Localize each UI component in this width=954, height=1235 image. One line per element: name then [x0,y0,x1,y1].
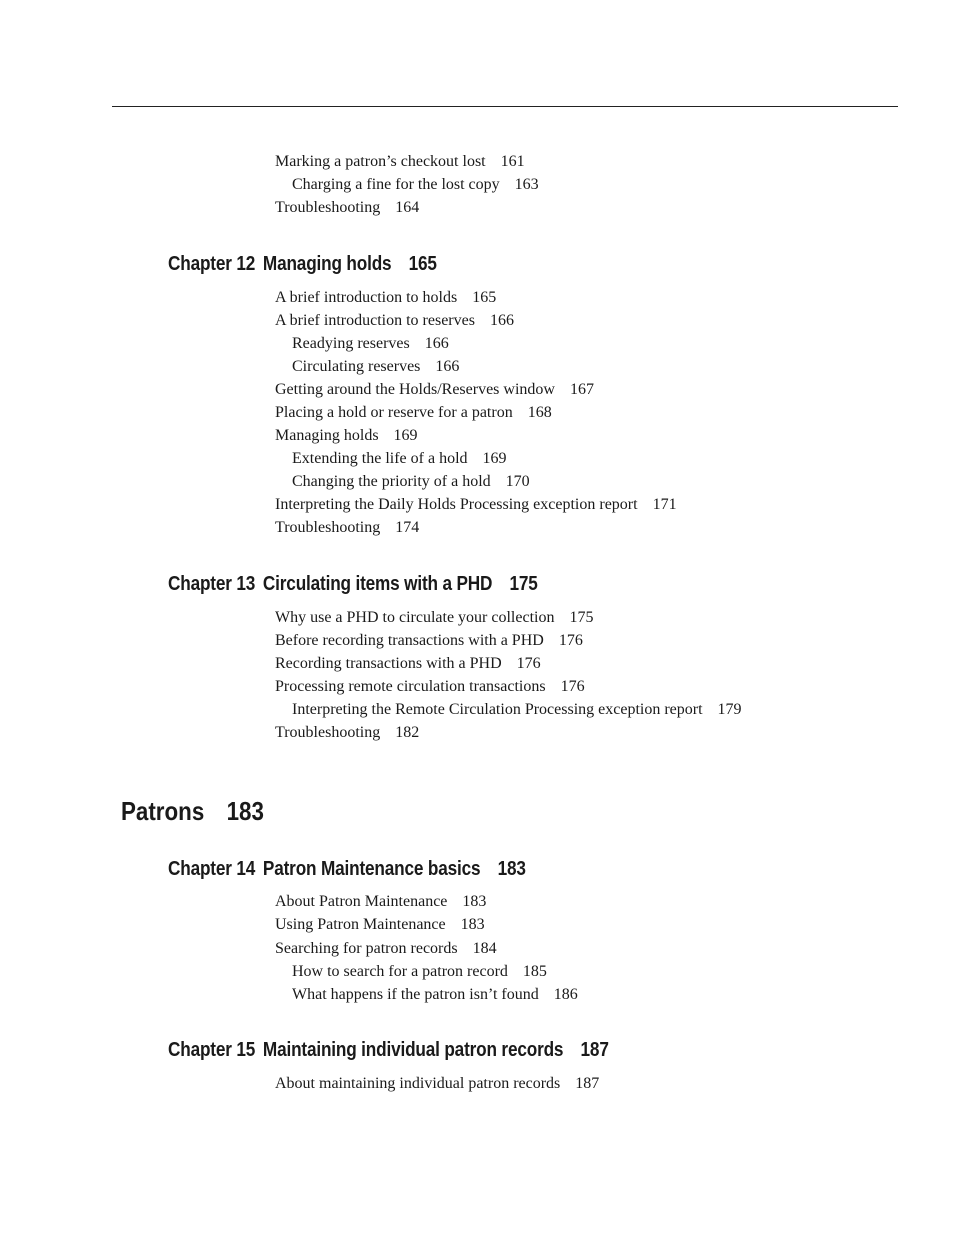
toc-entry[interactable] [292,357,459,377]
toc-entry[interactable] [292,700,742,720]
entry-page: 187 [575,1075,600,1092]
entry-title: Searching for patron records [275,940,458,957]
entry-title: Troubleshooting [275,519,381,536]
entry-title: How to search for a patron record [292,963,508,980]
chapter-page: 165 [408,253,437,275]
entry-title: Why use a PHD to circulate your collection [275,609,555,626]
entry-page: 176 [560,678,585,695]
toc-entry[interactable] [292,175,539,195]
toc-entry[interactable] [292,449,507,469]
entry-page: 176 [558,632,583,649]
chapter-label: Chapter 15 [168,1039,256,1061]
entry-page: 175 [569,609,594,626]
entry-title: About maintaining individual patron records [275,1075,561,1092]
chapter-page: 187 [580,1039,609,1061]
entry-title: Interpreting the Daily Holds Processing exception report [275,496,638,513]
entry-page: 166 [424,335,449,352]
entry-page: 168 [527,404,552,421]
entry-title: Troubleshooting [275,724,381,741]
entry-page: 165 [472,289,497,306]
entry-page: 186 [553,986,578,1003]
entry-page: 167 [569,381,594,398]
chapter-page: 175 [509,573,538,595]
toc-entry[interactable] [292,472,530,492]
toc-entry[interactable] [275,426,418,446]
chapter-heading[interactable] [168,857,526,881]
entry-page: 169 [393,427,418,444]
entry-page: 166 [489,312,514,329]
entry-page: 182 [395,724,420,741]
toc-entry[interactable] [275,608,593,628]
toc-entry[interactable] [292,334,449,354]
toc-entry[interactable] [275,723,419,743]
entry-title: What happens if the patron isn’t found [292,986,539,1003]
entry-title: A brief introduction to reserves [275,312,475,329]
entry-title: Placing a hold or reserve for a patron [275,404,513,421]
toc-entry[interactable] [275,152,525,172]
entry-page: 179 [717,701,742,718]
toc-entry[interactable] [292,962,547,982]
entry-title: Marking a patron’s checkout lost [275,153,486,170]
entry-title: Charging a fine for the lost copy [292,176,500,193]
toc-entry[interactable] [292,985,578,1005]
toc-entry[interactable] [275,892,486,912]
entry-page: 170 [505,473,530,490]
entry-page: 185 [522,963,547,980]
entry-title: About Patron Maintenance [275,893,448,910]
entry-title: Recording transactions with a PHD [275,655,502,672]
part-heading[interactable] [121,796,264,826]
entry-title: Getting around the Holds/Reserves window [275,381,555,398]
toc-entry[interactable] [275,939,497,959]
toc-entry[interactable] [275,288,496,308]
chapter-page: 183 [497,858,526,880]
chapter-title: Patron Maintenance basics [262,858,481,880]
entry-title: Interpreting the Remote Circulation Processing exception report [292,701,703,718]
entry-page: 169 [482,450,507,467]
toc-entry[interactable] [275,380,594,400]
toc-entry[interactable] [275,654,541,674]
toc-entry[interactable] [275,915,485,935]
chapter-label: Chapter 13 [168,573,256,595]
chapter-title: Circulating items with a PHD [262,573,493,595]
entry-title: Changing the priority of a hold [292,473,491,490]
toc-entry[interactable] [275,495,677,515]
chapter-title: Maintaining individual patron records [262,1039,564,1061]
toc-entry[interactable] [275,198,419,218]
entry-page: 163 [514,176,539,193]
chapter-heading[interactable] [168,1038,609,1062]
entry-page: 166 [435,358,460,375]
toc-entry[interactable] [275,677,585,697]
entry-page: 183 [462,893,487,910]
entry-title: Circulating reserves [292,358,421,375]
chapter-label: Chapter 12 [168,253,256,275]
toc-entry[interactable] [275,403,552,423]
entry-title: Managing holds [275,427,379,444]
entry-page: 164 [395,199,420,216]
entry-title: Processing remote circulation transactions [275,678,546,695]
toc-entry[interactable] [275,1074,599,1094]
entry-title: Before recording transactions with a PHD [275,632,544,649]
entry-page: 184 [472,940,497,957]
entry-title: Extending the life of a hold [292,450,468,467]
entry-page: 183 [460,916,485,933]
entry-title: Readying reserves [292,335,410,352]
part-page: 183 [226,796,264,826]
chapter-heading[interactable] [168,252,437,276]
entry-title: Troubleshooting [275,199,381,216]
entry-title: Using Patron Maintenance [275,916,446,933]
chapter-heading[interactable] [168,572,538,596]
chapter-title: Managing holds [262,253,392,275]
entry-page: 174 [395,519,420,536]
toc-entry[interactable] [275,631,583,651]
toc-entry[interactable] [275,311,514,331]
entry-page: 176 [516,655,541,672]
toc-entry[interactable] [275,518,419,538]
header-rule [112,106,898,107]
entry-page: 171 [652,496,677,513]
chapter-label: Chapter 14 [168,858,256,880]
entry-page: 161 [500,153,525,170]
entry-title: A brief introduction to holds [275,289,458,306]
part-title: Patrons [121,796,205,826]
